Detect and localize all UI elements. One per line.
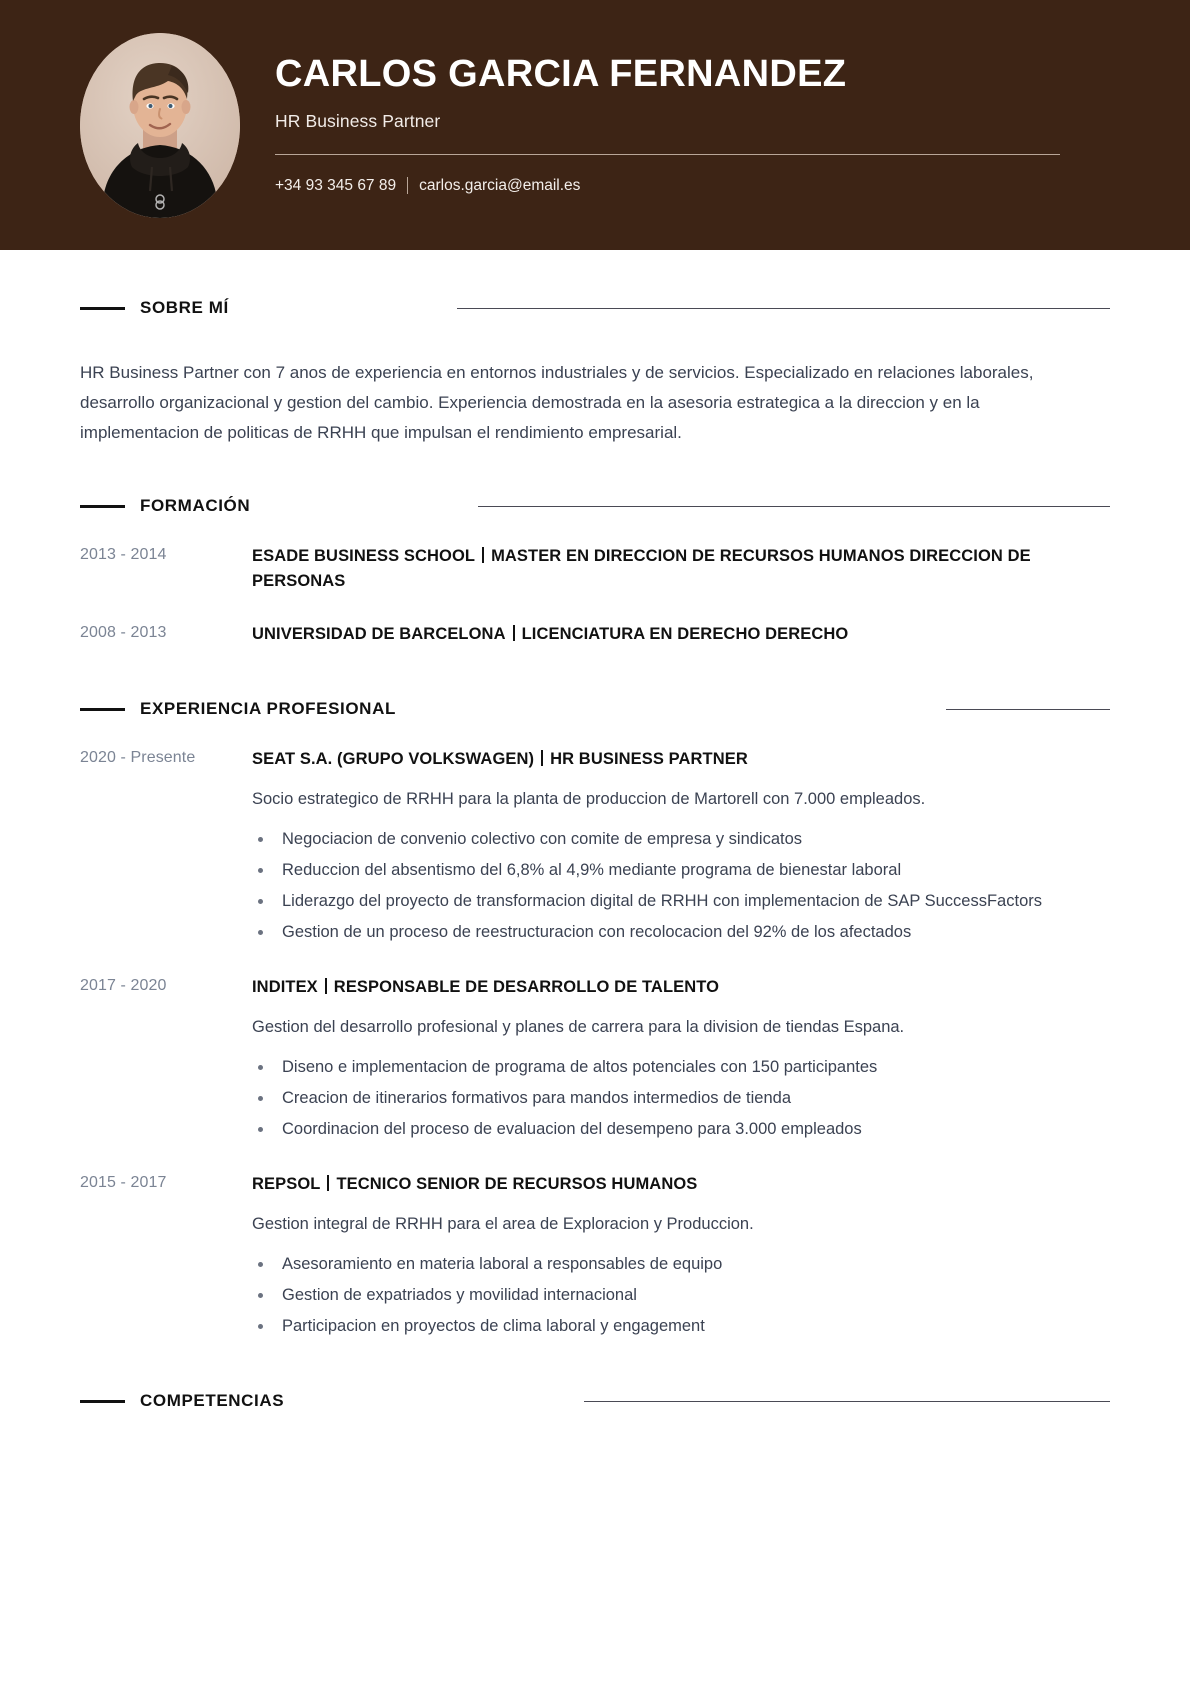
- section-experience: [80, 699, 1110, 1341]
- education-dates: 2013 - 2014: [80, 546, 167, 563]
- job-title: HR Business Partner: [275, 110, 441, 131]
- experience-title: [252, 747, 1042, 772]
- resume-body: [0, 298, 1190, 1411]
- education-entry: [80, 622, 1110, 647]
- section-title-about: SOBRE MÍ: [140, 298, 229, 317]
- email-text: carlos.garcia@email.es: [419, 176, 581, 194]
- about-text: HR Business Partner con 7 anos de experiencia en entornos industriales y de servicios. Especializado en relaciones laborales, desarrollo organizacional y gestion del cambio. Experiencia demostrada en la asesoria estrategica a la direccion y en la implementacion de politicas de RRHH que impulsan el rendimiento empresarial.: [80, 363, 1034, 442]
- education-degree: LICENCIATURA EN DERECHO DERECHO: [521, 625, 849, 643]
- portrait-photo-icon: [80, 33, 240, 218]
- experience-description: Gestion del desarrollo profesional y planes de carrera para la division de tiendas Espana.: [252, 1018, 905, 1036]
- experience-company: INDITEX: [252, 978, 318, 996]
- section-rule: [457, 308, 1110, 309]
- education-content: [252, 622, 1042, 647]
- section-header-experience: [80, 699, 1110, 719]
- list-item: Negociacion de convenio colectivo con comite de empresa y sindicatos: [252, 825, 1042, 854]
- experience-dates: 2017 - 2020: [80, 977, 167, 994]
- education-entry: [80, 544, 1110, 594]
- list-item: Reduccion del absentismo del 6,8% al 4,9% mediante programa de bienestar laboral: [252, 856, 1042, 885]
- section-dash-icon: [80, 307, 125, 310]
- experience-content: [252, 1172, 1042, 1341]
- experience-entry: [80, 1172, 1110, 1341]
- section-education: [80, 496, 1110, 647]
- experience-dates: 2020 - Presente: [80, 749, 196, 766]
- experience-dates: 2015 - 2017: [80, 1174, 167, 1191]
- contact-separator: [407, 177, 408, 194]
- experience-title: [252, 1172, 1042, 1197]
- header-divider: [275, 154, 1060, 155]
- experience-company: REPSOL: [252, 1175, 321, 1193]
- title-separator: [541, 750, 543, 766]
- list-item: Diseno e implementacion de programa de altos potenciales con 150 participantes: [252, 1053, 1042, 1082]
- experience-company: SEAT S.A. (GRUPO VOLKSWAGEN): [252, 750, 535, 768]
- experience-bullets: [252, 825, 1042, 947]
- experience-title: [252, 975, 1042, 1000]
- experience-entry: [80, 747, 1110, 947]
- section-header-education: [80, 496, 1110, 516]
- title-separator: [327, 1175, 329, 1191]
- section-header-about: [80, 298, 1110, 318]
- experience-entry: [80, 975, 1110, 1144]
- experience-position: TECNICO SENIOR DE RECURSOS HUMANOS: [336, 1175, 698, 1193]
- title-separator: [482, 547, 484, 563]
- title-separator: [325, 978, 327, 994]
- experience-content: [252, 975, 1042, 1144]
- section-skills: [80, 1391, 1110, 1411]
- education-content: [252, 544, 1042, 594]
- section-dash-icon: [80, 708, 125, 711]
- experience-content: [252, 747, 1042, 947]
- education-dates: 2008 - 2013: [80, 624, 167, 641]
- phone-text: +34 93 345 67 89: [275, 176, 397, 194]
- section-title-skills: COMPETENCIAS: [140, 1391, 285, 1410]
- education-degree: MASTER EN DIRECCION DE RECURSOS HUMANOS DIRECCION DE PERSONAS: [252, 547, 1031, 590]
- header-text-block: [275, 55, 1190, 195]
- section-about: [80, 298, 1110, 448]
- section-title-experience: EXPERIENCIA PROFESIONAL: [140, 699, 396, 718]
- section-dash-icon: [80, 505, 125, 508]
- education-org: UNIVERSIDAD DE BARCELONA: [252, 625, 506, 643]
- experience-bullets: [252, 1053, 1042, 1144]
- section-rule: [478, 506, 1110, 507]
- list-item: Liderazgo del proyecto de transformacion digital de RRHH con implementacion de SAP SuccessFactors: [252, 887, 1042, 916]
- avatar: [80, 33, 240, 218]
- experience-description: Socio estrategico de RRHH para la planta de produccion de Martorell con 7.000 empleados.: [252, 790, 926, 808]
- list-item: Gestion de un proceso de reestructuracion con recolocacion del 92% de los afectados: [252, 918, 1042, 947]
- title-separator: [513, 625, 515, 641]
- contact-line: [275, 177, 1060, 195]
- list-item: Asesoramiento en materia laboral a responsables de equipo: [252, 1250, 1042, 1279]
- experience-position: RESPONSABLE DE DESARROLLO DE TALENTO: [333, 978, 720, 996]
- experience-description: Gestion integral de RRHH para el area de Exploracion y Produccion.: [252, 1215, 754, 1233]
- education-title: [252, 544, 1042, 594]
- section-rule: [584, 1401, 1110, 1402]
- education-title: [252, 622, 1042, 647]
- list-item: Creacion de itinerarios formativos para mandos intermedios de tienda: [252, 1084, 1042, 1113]
- section-header-skills: [80, 1391, 1110, 1411]
- list-item: Coordinacion del proceso de evaluacion del desempeno para 3.000 empleados: [252, 1115, 1042, 1144]
- section-title-education: FORMACIÓN: [140, 496, 251, 515]
- experience-bullets: [252, 1250, 1042, 1341]
- list-item: Gestion de expatriados y movilidad internacional: [252, 1281, 1042, 1310]
- section-rule: [946, 709, 1110, 710]
- experience-position: HR BUSINESS PARTNER: [550, 750, 748, 768]
- education-org: ESADE BUSINESS SCHOOL: [252, 547, 476, 565]
- resume-header: [0, 0, 1190, 250]
- section-dash-icon: [80, 1400, 125, 1403]
- page-title: CARLOS GARCIA FERNANDEZ: [275, 53, 847, 96]
- list-item: Participacion en proyectos de clima laboral y engagement: [252, 1312, 1042, 1341]
